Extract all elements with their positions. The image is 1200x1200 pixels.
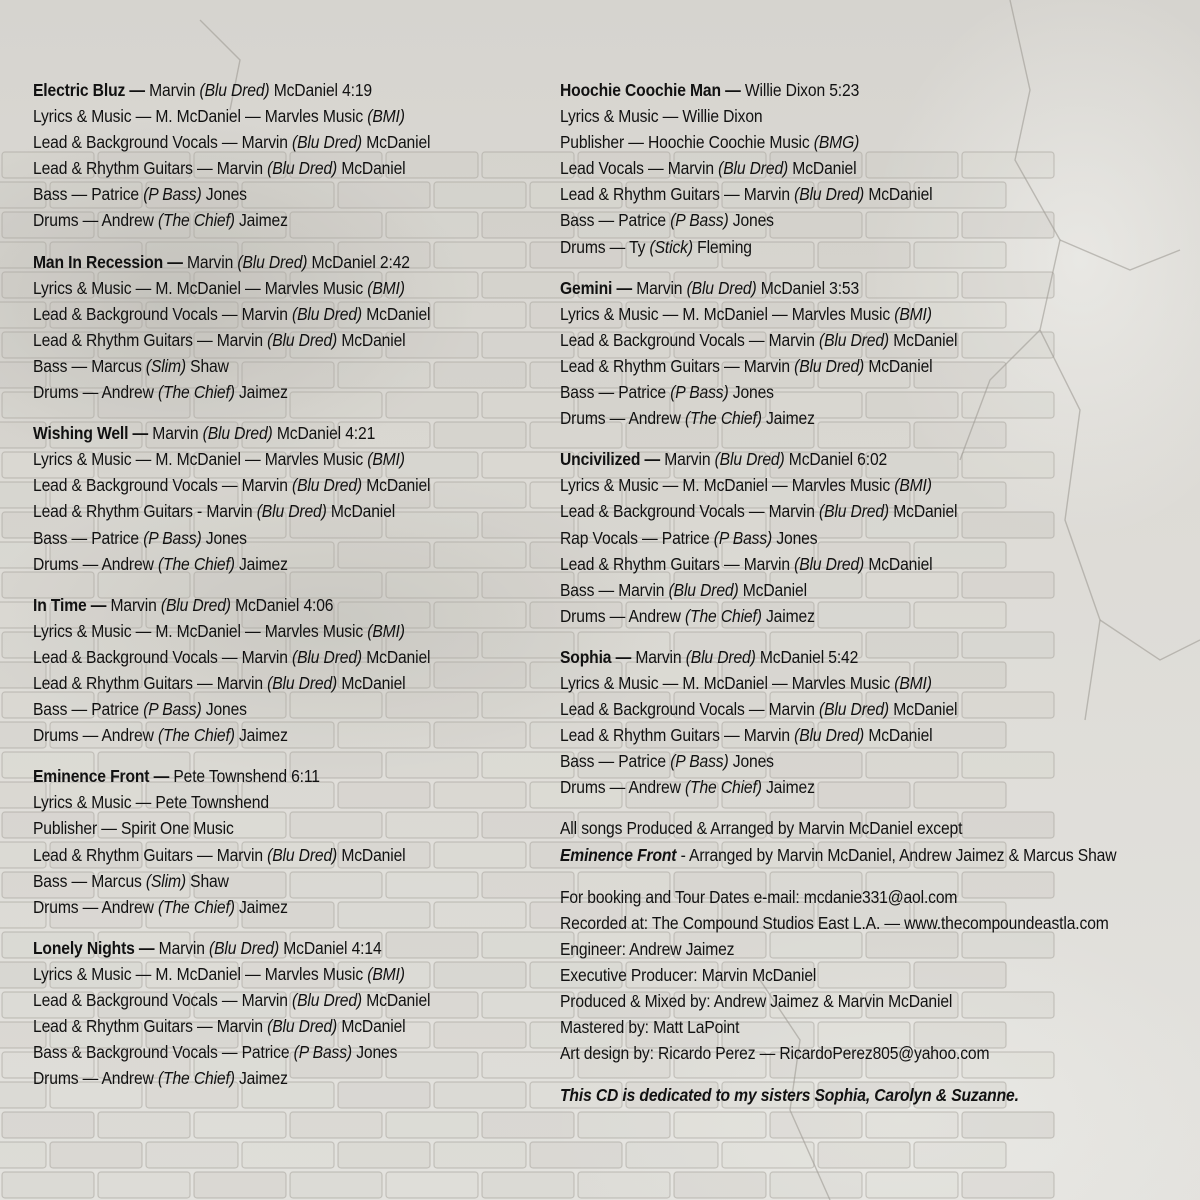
- text-segment: Marvin: [158, 937, 210, 958]
- credit-line: [560, 181, 1118, 207]
- credit-line: [33, 327, 483, 353]
- text-segment: Jaimez: [234, 896, 288, 917]
- text-segment: Lead & Background Vocals — Marvin: [560, 699, 820, 720]
- text-segment: (P Bass): [670, 210, 729, 231]
- text-segment: McDaniel: [864, 355, 933, 376]
- song-title: Wishing Well —: [33, 423, 149, 444]
- text-segment: (BMI): [367, 277, 405, 298]
- song-block: [560, 644, 1180, 801]
- song-heading: [560, 77, 1118, 103]
- text-segment: Lyrics & Music — M. McDaniel — Marvles Music: [33, 963, 368, 984]
- song-title: Hoochie Coochie Man —: [560, 80, 741, 100]
- credit-line: [33, 670, 483, 696]
- credit-line: [560, 577, 1118, 603]
- text-segment: Bass — Patrice: [33, 527, 144, 548]
- text-segment: Marvin: [664, 449, 715, 470]
- credit-line: [33, 894, 483, 920]
- text-segment: (The Chief): [157, 382, 235, 403]
- text-segment: McDaniel 4:14: [279, 937, 382, 958]
- text-segment: (BMI): [894, 672, 932, 693]
- credit-line: [33, 1013, 483, 1039]
- text-segment: Lead & Rhythm Guitars — Marvin: [33, 844, 268, 865]
- text-segment: Marvin: [110, 594, 161, 615]
- text-segment: Lead & Rhythm Guitars — Marvin: [560, 553, 795, 574]
- text-segment: (The Chief): [684, 408, 762, 429]
- credit-line: [560, 603, 1118, 629]
- text-segment: Lyrics & Music — M. McDaniel — Marvles Music: [33, 277, 368, 298]
- text-segment: Bass — Patrice: [560, 382, 671, 403]
- text-segment: Lead Vocals — Marvin: [560, 158, 719, 179]
- text-segment: Marvin: [152, 423, 203, 444]
- credit-line: [560, 525, 1118, 551]
- text-segment: (Blu Dred): [267, 844, 338, 865]
- credit-line: [560, 748, 1118, 774]
- text-segment: (Blu Dred): [199, 80, 270, 100]
- song-heading: [560, 644, 1118, 670]
- emphasis: [560, 845, 676, 865]
- text-segment: McDaniel: [889, 699, 958, 720]
- text-segment: Lead & Background Vocals — Marvin: [33, 303, 293, 324]
- text-segment: Jones: [728, 210, 774, 231]
- text-segment: Jaimez: [234, 382, 288, 403]
- text-segment: Lyrics & Music — M. McDaniel — Marvles Music: [560, 303, 895, 324]
- song-heading: [560, 275, 1118, 301]
- song-title: Electric Bluz —: [33, 80, 145, 100]
- credit-line: [560, 498, 1118, 524]
- text-segment: Shaw: [185, 355, 229, 376]
- text-segment: Lead & Background Vocals — Marvin: [560, 329, 820, 350]
- text-segment: Lead & Background Vocals — Marvin: [560, 501, 820, 522]
- text-segment: (Blu Dred): [794, 725, 865, 746]
- credit-line: [33, 129, 483, 155]
- song-block: [33, 592, 533, 749]
- song-heading: [33, 592, 483, 618]
- album-credit-line: Mastered by: Matt LaPoint: [560, 1017, 740, 1038]
- credit-line: [560, 129, 1118, 155]
- text-segment: (Blu Dred): [714, 449, 785, 470]
- text-segment: Drums — Andrew: [33, 210, 158, 231]
- text-segment: Willie Dixon 5:23: [744, 80, 860, 100]
- credit-line: [560, 379, 1118, 405]
- text-segment: Lead & Rhythm Guitars — Marvin: [560, 725, 795, 746]
- text-segment: McDaniel 4:19: [269, 80, 373, 100]
- credit-line: [33, 842, 483, 868]
- song-heading: [33, 935, 483, 961]
- text-segment: McDaniel: [889, 501, 958, 522]
- text-segment: Drums — Andrew: [33, 725, 158, 746]
- text-segment: (Blu Dred): [292, 132, 363, 153]
- note-line: [560, 815, 1118, 841]
- album-credit-line: Art design by: Ricardo Perez — RicardoPerez805@yahoo.com: [560, 1043, 990, 1064]
- song-heading: [33, 763, 483, 789]
- text-segment: Jaimez: [234, 1068, 288, 1089]
- text-segment: (Blu Dred): [794, 355, 865, 376]
- text-segment: McDaniel: [788, 158, 857, 179]
- text-segment: (Blu Dred): [794, 553, 865, 574]
- text-segment: (Blu Dred): [267, 158, 338, 179]
- credit-line: [560, 670, 1118, 696]
- text-segment: McDaniel: [337, 1016, 406, 1037]
- text-segment: McDaniel 6:02: [784, 449, 888, 470]
- text-segment: Lead & Background Vocals — Marvin: [33, 132, 293, 153]
- text-segment: (Blu Dred): [209, 937, 280, 958]
- text-segment: Lead & Background Vocals — Marvin: [33, 990, 293, 1010]
- text-segment: Marvin: [149, 80, 200, 100]
- text-segment: Eminence Front: [560, 844, 677, 865]
- text-segment: (Blu Dred): [292, 990, 363, 1010]
- credit-line: [560, 722, 1118, 748]
- song-heading: [33, 420, 483, 446]
- text-segment: McDaniel: [362, 132, 431, 153]
- text-segment: Bass — Patrice: [33, 699, 144, 720]
- text-segment: Lyrics & Music — M. McDaniel — Marvles Music: [33, 106, 368, 127]
- credit-line: [560, 155, 1118, 181]
- text-segment: (Blu Dred): [819, 329, 890, 350]
- text-segment: Jones: [201, 699, 247, 720]
- credit-line: [560, 472, 1118, 498]
- text-segment: McDaniel: [362, 303, 431, 324]
- text-segment: Lead & Rhythm Guitars — Marvin: [33, 672, 268, 693]
- text-segment: McDaniel: [337, 672, 406, 693]
- credit-line: [33, 498, 483, 524]
- text-segment: (P Bass): [670, 751, 729, 772]
- text-segment: (The Chief): [157, 1068, 235, 1089]
- album-credit-line: Engineer: Andrew Jaimez: [560, 938, 735, 959]
- credit-line: [33, 379, 483, 405]
- text-segment: Jaimez: [761, 605, 815, 626]
- text-segment: (P Bass): [293, 1042, 352, 1063]
- text-segment: Lyrics & Music — M. McDaniel — Marvles Music: [560, 672, 895, 693]
- text-segment: Publisher — Hoochie Coochie Music: [560, 132, 814, 153]
- text-segment: Lead & Rhythm Guitars - Marvin: [33, 501, 257, 522]
- left-column: [33, 77, 533, 1106]
- text-segment: (BMI): [367, 106, 405, 127]
- song-block: [33, 249, 533, 406]
- song-title: Sophia —: [560, 646, 632, 667]
- text-segment: (Blu Dred): [718, 158, 789, 179]
- text-segment: Fleming: [692, 236, 752, 257]
- text-segment: (Slim): [145, 870, 186, 891]
- text-segment: Drums — Andrew: [33, 553, 158, 574]
- credit-line: [560, 327, 1118, 353]
- note-line: [560, 842, 1118, 868]
- text-segment: (BMI): [894, 475, 932, 496]
- text-segment: Jones: [351, 1042, 398, 1063]
- text-segment: (Blu Dred): [292, 646, 363, 667]
- credit-line: [560, 103, 1118, 129]
- spacer: [560, 1066, 1180, 1082]
- text-segment: (P Bass): [143, 699, 202, 720]
- text-segment: Drums — Andrew: [560, 777, 685, 798]
- text-segment: (P Bass): [143, 527, 202, 548]
- credit-line: [33, 696, 483, 722]
- text-segment: Bass & Background Vocals — Patrice: [33, 1042, 294, 1063]
- text-segment: (BMG): [813, 132, 860, 153]
- credit-line: [33, 551, 483, 577]
- text-segment: McDaniel: [864, 553, 933, 574]
- text-segment: Drums — Ty: [560, 236, 650, 257]
- text-segment: McDaniel: [337, 844, 406, 865]
- text-segment: (BMI): [367, 620, 405, 641]
- text-segment: Jaimez: [234, 553, 288, 574]
- text-segment: Bass — Patrice: [560, 751, 671, 772]
- credit-line: [560, 405, 1118, 431]
- credit-line: [33, 275, 483, 301]
- text-segment: (Blu Dred): [267, 1016, 338, 1037]
- text-segment: McDaniel: [362, 646, 431, 667]
- text-segment: (Blu Dred): [202, 423, 273, 444]
- text-segment: (BMI): [367, 449, 405, 470]
- text-segment: Lead & Rhythm Guitars — Marvin: [560, 355, 795, 376]
- text-segment: Jones: [728, 382, 774, 403]
- text-segment: Marvin: [186, 251, 238, 272]
- text-segment: (Blu Dred): [819, 501, 890, 522]
- text-segment: Drums — Andrew: [560, 605, 685, 626]
- text-segment: McDaniel 4:06: [230, 594, 334, 615]
- text-segment: Jaimez: [234, 725, 288, 746]
- song-block: [560, 77, 1180, 260]
- text-segment: McDaniel: [337, 329, 406, 350]
- text-segment: McDaniel 3:53: [756, 277, 860, 298]
- text-segment: McDaniel 5:42: [755, 646, 859, 667]
- text-segment: Lead & Rhythm Guitars — Marvin: [560, 184, 795, 205]
- text-segment: Marvin: [635, 646, 686, 667]
- credit-line: [560, 774, 1118, 800]
- credit-line: [560, 353, 1118, 379]
- credit-line: [33, 155, 483, 181]
- text-segment: Publisher — Spirit One Music: [33, 818, 234, 839]
- credit-line: [33, 644, 483, 670]
- text-segment: (P Bass): [713, 527, 773, 548]
- text-segment: Lyrics & Music — M. McDaniel — Marvles Music: [33, 449, 368, 470]
- song-title: Man In Recession —: [33, 251, 183, 272]
- text-segment: Lyrics & Music — M. McDaniel — Marvles Music: [560, 475, 895, 496]
- credit-line: [33, 525, 483, 551]
- album-credit-line: Recorded at: The Compound Studios East L.A. — www.thecompoundeastla.com: [560, 912, 1109, 933]
- credit-line: [33, 181, 483, 207]
- credit-line: [33, 815, 483, 841]
- text-segment: (Blu Dred): [267, 672, 338, 693]
- text-segment: McDaniel: [362, 475, 431, 496]
- text-segment: (Blu Dred): [160, 594, 231, 615]
- text-segment: Marvin: [636, 277, 687, 298]
- text-segment: (The Chief): [684, 605, 762, 626]
- text-segment: Bass — Marcus: [33, 355, 146, 376]
- credit-line: [33, 446, 483, 472]
- text-segment: (Blu Dred): [668, 579, 739, 600]
- credit-line: [33, 301, 483, 327]
- song-heading: [33, 249, 483, 275]
- text-segment: McDaniel: [337, 158, 406, 179]
- credit-line: [33, 353, 483, 379]
- credit-line: [560, 207, 1118, 233]
- credit-line: [560, 551, 1118, 577]
- text-segment: (The Chief): [157, 553, 235, 574]
- text-segment: McDaniel: [362, 990, 431, 1010]
- text-segment: (Blu Dred): [686, 277, 757, 298]
- credit-line: [33, 1039, 483, 1065]
- song-block: [560, 446, 1180, 629]
- credit-line: [560, 234, 1118, 260]
- text-segment: (Slim): [145, 355, 186, 376]
- album-credits: [560, 884, 1180, 1067]
- credit-line: [33, 618, 483, 644]
- text-segment: McDaniel: [864, 725, 933, 746]
- text-segment: All songs Produced & Arranged by Marvin McDaniel except: [560, 818, 963, 839]
- text-segment: (The Chief): [157, 210, 235, 231]
- text-segment: Lead & Background Vocals — Marvin: [33, 646, 293, 667]
- text-segment: (P Bass): [143, 184, 202, 205]
- text-segment: McDaniel 4:21: [272, 423, 376, 444]
- text-segment: Pete Townshend 6:11: [173, 766, 320, 787]
- text-segment: McDaniel: [738, 579, 807, 600]
- text-segment: (Blu Dred): [794, 184, 865, 205]
- text-segment: (Blu Dred): [292, 303, 363, 324]
- right-column: [560, 77, 1180, 1108]
- text-segment: Jaimez: [761, 777, 815, 798]
- song-heading: [33, 77, 483, 103]
- text-segment: Bass — Patrice: [560, 210, 671, 231]
- text-segment: Lyrics & Music — Pete Townshend: [33, 792, 269, 813]
- text-segment: (The Chief): [157, 896, 235, 917]
- text-segment: Jones: [728, 751, 774, 772]
- album-credit-line: Produced & Mixed by: Andrew Jaimez & Marvin McDaniel: [560, 991, 953, 1011]
- text-segment: Drums — Andrew: [33, 896, 158, 917]
- text-segment: McDaniel: [864, 184, 933, 205]
- text-segment: (Blu Dred): [685, 646, 756, 667]
- text-segment: Bass — Marcus: [33, 870, 146, 891]
- song-title: Eminence Front —: [33, 766, 170, 787]
- text-segment: (BMI): [894, 303, 932, 324]
- text-segment: McDaniel: [889, 329, 958, 350]
- text-segment: Lead & Rhythm Guitars — Marvin: [33, 1016, 268, 1037]
- text-segment: Lyrics & Music — Willie Dixon: [560, 106, 763, 127]
- text-segment: Jones: [772, 527, 818, 548]
- song-title: Gemini —: [560, 277, 632, 298]
- text-segment: Shaw: [185, 870, 229, 891]
- song-title: Uncivilized —: [560, 449, 661, 470]
- credit-line: [33, 722, 483, 748]
- song-title: Lonely Nights —: [33, 937, 155, 958]
- credit-line: [560, 696, 1118, 722]
- text-segment: Lyrics & Music — M. McDaniel — Marvles Music: [33, 620, 368, 641]
- text-segment: Jones: [201, 184, 247, 205]
- text-segment: (Blu Dred): [237, 251, 308, 272]
- credit-line: [560, 301, 1118, 327]
- text-segment: Bass — Patrice: [33, 184, 144, 205]
- text-segment: Jaimez: [234, 210, 288, 231]
- song-block: [33, 420, 533, 577]
- dedication: This CD is dedicated to my sisters Sophia, Carolyn & Suzanne.: [560, 1085, 1019, 1106]
- text-segment: (Stick): [649, 236, 693, 257]
- text-segment: Bass — Marvin: [560, 579, 669, 600]
- text-segment: (Blu Dred): [267, 329, 338, 350]
- text-segment: Lead & Background Vocals — Marvin: [33, 475, 293, 496]
- credit-line: [33, 789, 483, 815]
- credit-line: [33, 472, 483, 498]
- song-title: In Time —: [33, 594, 107, 615]
- text-segment: Drums — Andrew: [33, 382, 158, 403]
- text-segment: Drums — Andrew: [33, 1068, 158, 1089]
- album-credit-line: Executive Producer: Marvin McDaniel: [560, 964, 817, 985]
- text-segment: Drums — Andrew: [560, 408, 685, 429]
- text-segment: Jaimez: [761, 408, 815, 429]
- spacer: [560, 868, 1180, 884]
- song-block: [560, 275, 1180, 432]
- song-block: [33, 935, 533, 1092]
- text-segment: McDaniel 2:42: [307, 251, 410, 272]
- text-segment: Lead & Rhythm Guitars — Marvin: [33, 158, 268, 179]
- text-segment: (P Bass): [670, 382, 729, 403]
- credit-line: [33, 103, 483, 129]
- text-segment: (The Chief): [157, 725, 235, 746]
- text-segment: Lead & Rhythm Guitars — Marvin: [33, 329, 268, 350]
- album-credit-line: For booking and Tour Dates e-mail: mcdanie331@aol.com: [560, 886, 958, 907]
- text-segment: (Blu Dred): [819, 699, 890, 720]
- credit-line: [33, 961, 483, 987]
- text-segment: (The Chief): [684, 777, 762, 798]
- text-segment: Rap Vocals — Patrice: [560, 527, 714, 548]
- text-segment: (Blu Dred): [256, 501, 327, 522]
- credit-line: [33, 207, 483, 233]
- text-segment: - Arranged by Marvin McDaniel, Andrew Jaimez & Marcus Shaw: [676, 844, 1117, 865]
- text-segment: (Blu Dred): [292, 475, 363, 496]
- credit-line: [33, 1065, 483, 1091]
- text-segment: (BMI): [367, 963, 405, 984]
- song-block: [33, 77, 533, 234]
- credit-line: [33, 987, 483, 1013]
- text-segment: Jones: [201, 527, 247, 548]
- text-segment: McDaniel: [326, 501, 396, 522]
- song-block: [33, 763, 533, 920]
- song-heading: [560, 446, 1118, 472]
- production-notes: [560, 815, 1180, 867]
- credit-line: [33, 868, 483, 894]
